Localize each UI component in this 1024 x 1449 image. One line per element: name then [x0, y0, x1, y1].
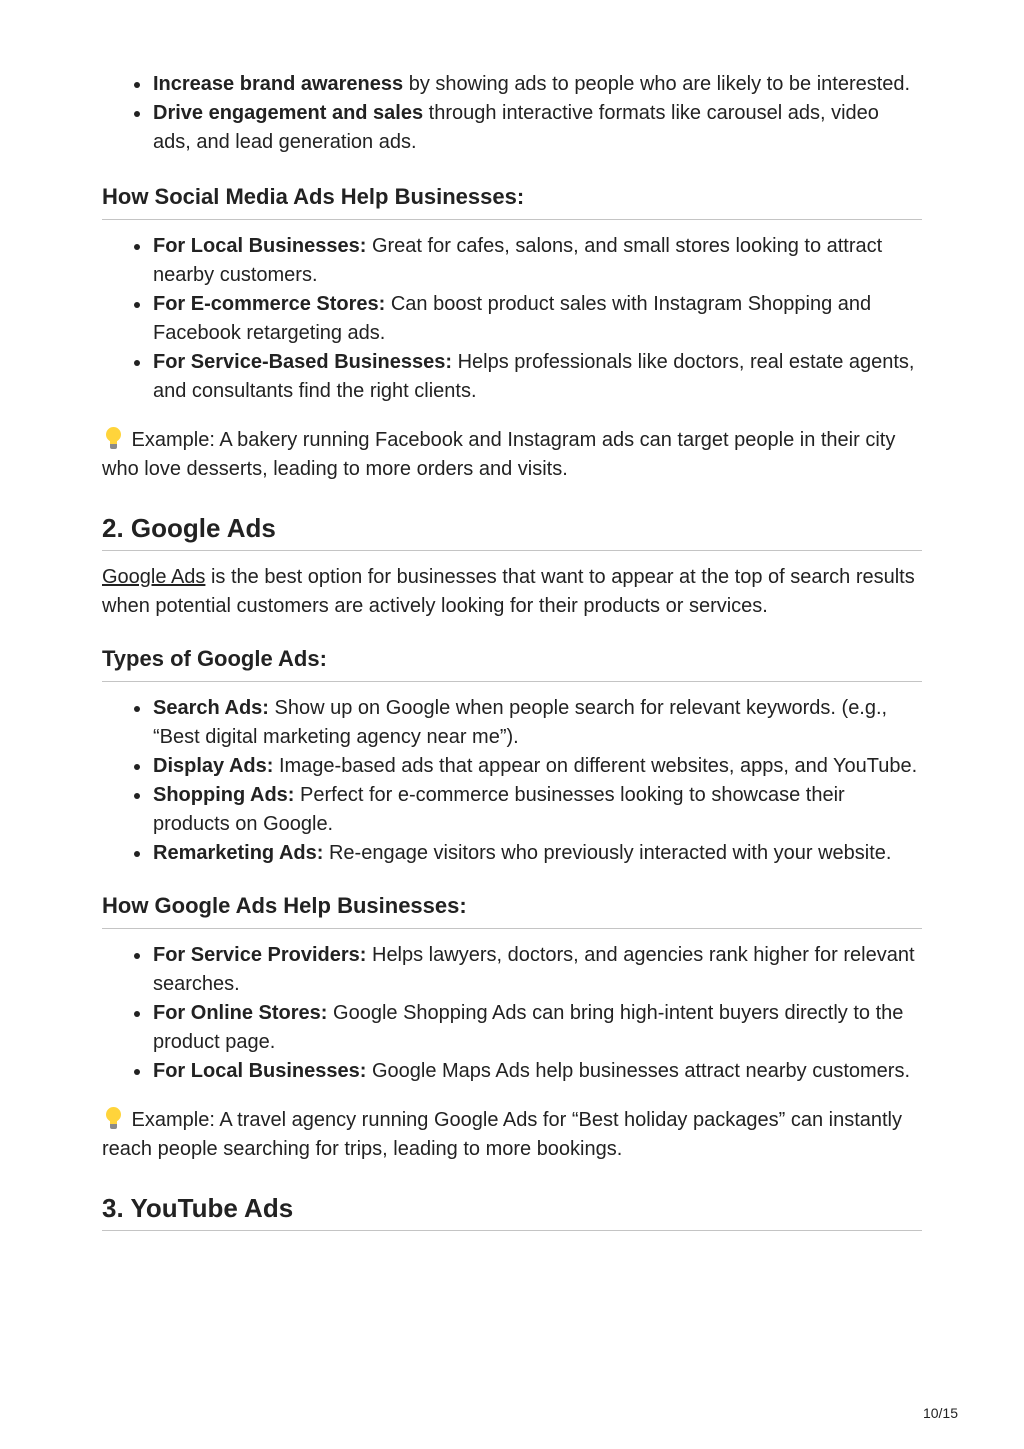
list-item [153, 752, 922, 781]
list-item [153, 232, 922, 290]
bullet-text: Google Shopping Ads can bring high-intent buyers directly to the product page. [153, 1002, 904, 1053]
bullet-bold: For Local Businesses: [153, 1060, 367, 1082]
bullet-bold: Display Ads: [153, 755, 274, 777]
bullet-text: Helps lawyers, doctors, and agencies rank higher for relevant searches. [153, 944, 915, 995]
bullet-text: Helps professionals like doctors, real estate agents, and consultants find the right clients. [153, 351, 915, 402]
google-intro-paragraph [102, 563, 922, 621]
list-item [153, 941, 922, 999]
list-item [153, 999, 922, 1057]
social-help-list [102, 232, 922, 406]
example-paragraph [102, 426, 922, 484]
lightbulb-icon [102, 1107, 126, 1129]
bullet-text: Image-based ads that appear on different websites, apps, and YouTube. [273, 755, 918, 777]
bullet-bold: For Local Businesses: [153, 235, 367, 257]
google-ads-link[interactable]: Google Ads [102, 566, 206, 588]
bullet-text: by showing ads to people who are likely to be interested. [403, 73, 911, 95]
example-text: Example: A travel agency running Google Ads for “Best holiday packages” can instantly reach people searching for trips, leading to more bookings. [102, 1109, 902, 1160]
document-content [102, 70, 922, 1231]
section-heading-google-types: Types of Google Ads: [102, 645, 922, 682]
google-intro-text: is the best option for businesses that want to appear at the top of search results when potential customers are actively looking for their products or services. [102, 566, 915, 617]
list-item [153, 839, 922, 868]
bullet-bold: For Online Stores: [153, 1002, 328, 1024]
bullet-bold: Search Ads: [153, 697, 269, 719]
bullet-bold: For Service-Based Businesses: [153, 351, 453, 373]
list-item [153, 70, 922, 99]
bullet-bold: For Service Providers: [153, 944, 367, 966]
list-item [153, 694, 922, 752]
google-help-list [102, 941, 922, 1086]
bullet-text: Great for cafes, salons, and small stores looking to attract nearby customers. [153, 235, 883, 286]
bullet-text: Show up on Google when people search for relevant keywords. (e.g., “Best digital marketing agency near me”). [153, 697, 888, 748]
bullet-bold: Remarketing Ads: [153, 842, 324, 864]
google-types-list [102, 694, 922, 868]
bullet-text: Google Maps Ads help businesses attract nearby customers. [366, 1060, 911, 1082]
bullet-bold: For E-commerce Stores: [153, 293, 386, 315]
intro-bullet-list [102, 70, 922, 157]
bullet-text: Can boost product sales with Instagram Shopping and Facebook retargeting ads. [153, 293, 872, 344]
bullet-text: Re-engage visitors who previously interacted with your website. [323, 842, 892, 864]
bullet-bold: Shopping Ads: [153, 784, 295, 806]
lightbulb-icon [102, 427, 126, 449]
section-heading-google-help: How Google Ads Help Businesses: [102, 892, 922, 929]
bullet-text: Perfect for e-commerce businesses looking to showcase their products on Google. [153, 784, 845, 835]
page-number: 10/15 [922, 1405, 958, 1421]
example-paragraph [102, 1106, 922, 1164]
list-item [153, 99, 922, 157]
section-heading-youtube-ads: 3. YouTube Ads [102, 1192, 922, 1231]
section-heading-google-ads: 2. Google Ads [102, 512, 922, 551]
list-item [153, 348, 922, 406]
bullet-bold: Drive engagement and sales [153, 102, 424, 124]
bullet-text: through interactive formats like carousel ads, video ads, and lead generation ads. [153, 102, 879, 153]
list-item [153, 290, 922, 348]
bullet-bold: Increase brand awareness [153, 73, 404, 95]
list-item [153, 1057, 922, 1086]
example-text: Example: A bakery running Facebook and Instagram ads can target people in their city who love desserts, leading to more orders and visits. [102, 429, 896, 480]
section-heading-social-help: How Social Media Ads Help Businesses: [102, 183, 922, 220]
list-item [153, 781, 922, 839]
